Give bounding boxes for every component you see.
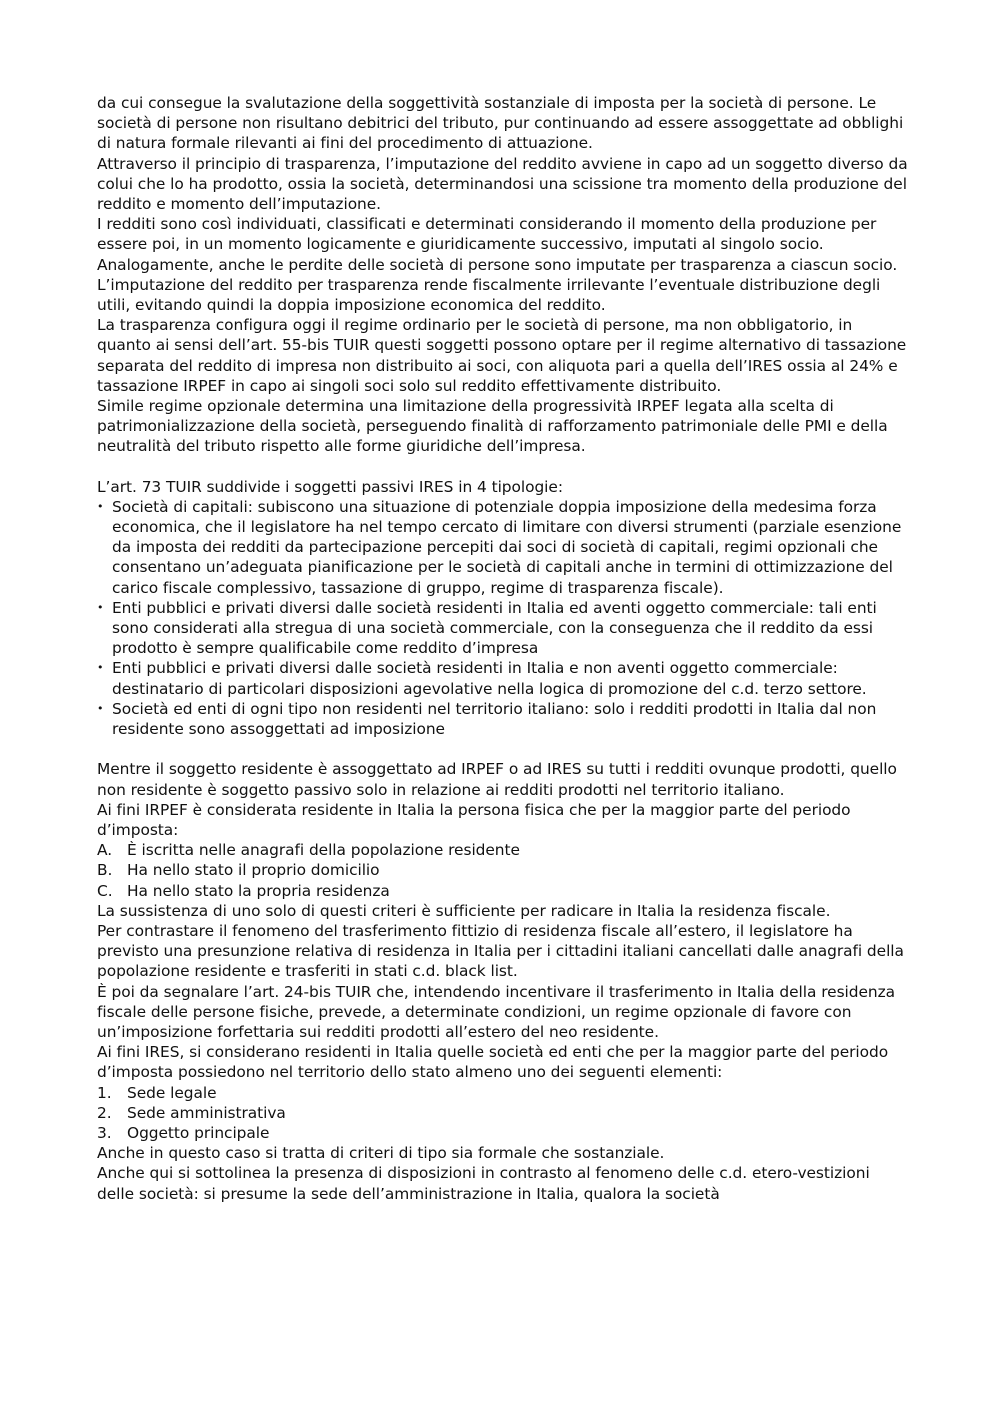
list-item-text: Enti pubblici e privati diversi dalle società residenti in Italia ed aventi oggetto commerciale: tali enti sono considerati alla stregua di una società commerciale, con la conseguenza che il reddito da essi prodotto è sempre qualificabile come reddito d’impresa xyxy=(112,598,877,658)
bullet-icon: • xyxy=(97,499,104,513)
list-marker: C. xyxy=(97,881,113,900)
paragraph: La sussistenza di uno solo di questi criteri è sufficiente per radicare in Italia la residenza fiscale. xyxy=(97,901,831,920)
list-item-text: Ha nello stato la propria residenza xyxy=(127,881,390,900)
list-item-text: Sede legale xyxy=(127,1083,217,1102)
list-item xyxy=(97,840,909,860)
list-item-text: Oggetto principale xyxy=(127,1123,270,1142)
paragraph-spacer xyxy=(97,457,909,477)
list-marker: 2. xyxy=(97,1103,112,1122)
list-marker: B. xyxy=(97,861,113,880)
paragraph: La trasparenza configura oggi il regime ordinario per le società di persone, ma non obbligatorio, in quanto ai sensi dell’art. 55-bis TUIR questi soggetti possono optare per il regime alternativo di tassazione separata del reddito di impresa non distribuito ai soci, con aliquota pari a quella dell’IRES ossia al 24% e tassazione IRPEF in capo ai singoli soci solo sul reddito effettivamente distribuito. xyxy=(97,316,907,395)
ires-subjects-list xyxy=(97,497,909,739)
irpef-criteria-list xyxy=(97,840,909,901)
list-item-text: Ha nello stato il proprio domicilio xyxy=(127,861,380,880)
paragraph: Analogamente, anche le perdite delle società di persone sono imputate per trasparenza a ciascun socio. xyxy=(97,255,898,274)
list-item xyxy=(97,658,909,698)
paragraph: L’imputazione del reddito per trasparenza rende fiscalmente irrilevante l’eventuale distribuzione degli utili, evitando quindi la doppia imposizione economica del reddito. xyxy=(97,275,881,315)
bullet-icon: • xyxy=(97,661,104,675)
paragraph: Mentre il soggetto residente è assoggettato ad IRPEF o ad IRES su tutti i redditi ovunque prodotti, quello non residente è soggetto passivo solo in relazione ai redditi prodotti nel territorio italiano. xyxy=(97,760,897,799)
list-item xyxy=(97,699,909,739)
list-item-text: Sede amministrativa xyxy=(127,1103,286,1122)
paragraph: Simile regime opzionale determina una limitazione della progressività IRPEF legata alla scelta di patrimonializzazione della società, perseguendo finalità di rafforzamento patrimoniale delle PMI e della neutralità del tributo rispetto alle forme giuridiche dell’impresa. xyxy=(97,397,888,456)
list-item xyxy=(97,497,909,598)
ires-intro: L’art. 73 TUIR suddivide i soggetti passivi IRES in 4 tipologie: xyxy=(97,477,563,496)
paragraph: Ai fini IRES, si considerano residenti in Italia quelle società ed enti che per la maggior parte del periodo d’imposta possiedono nel territorio dello stato almeno uno dei seguenti elementi: xyxy=(97,1043,889,1082)
list-item xyxy=(97,1103,909,1123)
paragraph: Attraverso il principio di trasparenza, l’imputazione del reddito avviene in capo ad un soggetto diverso da colui che lo ha prodotto, ossia la società, determinandosi una scissione tra momento della produzione del reddito e momento dell’imputazione. xyxy=(97,154,908,214)
list-item-text: È iscritta nelle anagrafi della popolazione residente xyxy=(127,841,520,860)
paragraph: I redditi sono così individuati, classificati e determinati considerando il momento della produzione per essere poi, in un momento logicamente e giuridicamente successivo, imputati al singolo socio. xyxy=(97,215,877,254)
paragraph: Per contrastare il fenomeno del trasferimento fittizio di residenza fiscale all’estero, il legislatore ha previsto una presunzione relativa di residenza in Italia per i cittadini italiani cancellati dalle anagrafi della popolazione residente e trasferiti in stati c.d. black list. xyxy=(97,921,904,981)
paragraph: Ai fini IRPEF è considerata residente in Italia la persona fisica che per la maggior parte del periodo d’imposta: xyxy=(97,800,851,839)
paragraph: Anche qui si sottolinea la presenza di disposizioni in contrasto al fenomeno delle c.d. etero-vestizioni delle società: si presume la sede dell’amministrazione in Italia, qualora la società xyxy=(97,1164,870,1203)
list-item-text: Società ed enti di ogni tipo non residenti nel territorio italiano: solo i redditi prodotti in Italia dal non residente sono assoggettati ad imposizione xyxy=(112,699,877,739)
bullet-icon: • xyxy=(97,701,104,715)
list-item-text: Enti pubblici e privati diversi dalle società residenti in Italia e non aventi oggetto commerciale: destinatario di particolari disposizioni agevolative nella logica di promozione del c.d. terzo settore. xyxy=(112,659,867,698)
page-body xyxy=(97,93,909,1204)
list-item xyxy=(97,598,909,659)
paragraph: È poi da segnalare l’art. 24-bis TUIR che, intendendo incentivare il trasferimento in Italia della residenza fiscale delle persone fisiche, prevede, a determinate condizioni, un regime opzionale di favore con un’imposizione forfettaria sui redditi prodotti all’estero del neo residente. xyxy=(97,982,896,1041)
list-item-text: Società di capitali: subiscono una situazione di potenziale doppia imposizione della medesima forza economica, che il legislatore ha nel tempo cercato di limitare con diversi strumenti (parziale esenzione da imposta dei redditi da partecipazione percepiti dai soci di società di capitali, regimi opzionali che consentano un’adeguata pianificazione per le società di capitali anche in termini di ottimizzazione del carico fiscale complessivo, tassazione di gruppo, regime di trasparenza fiscale). xyxy=(112,497,902,597)
paragraph: Anche in questo caso si tratta di criteri di tipo sia formale che sostanziale. xyxy=(97,1144,665,1163)
paragraph: da cui consegue la svalutazione della soggettività sostanziale di imposta per la società di persone. Le società di persone non risultano debitrici del tributo, pur continuando ad essere assoggettate ad obblighi di natura formale rilevanti ai fini del procedimento di attuazione. xyxy=(97,94,904,153)
bullet-icon: • xyxy=(97,600,104,614)
list-item xyxy=(97,860,909,880)
list-marker: 3. xyxy=(97,1123,112,1142)
list-item xyxy=(97,1123,909,1143)
ires-criteria-list xyxy=(97,1083,909,1144)
list-item xyxy=(97,881,909,901)
list-marker: A. xyxy=(97,841,113,860)
list-marker: 1. xyxy=(97,1083,112,1102)
paragraph-spacer xyxy=(97,739,909,759)
list-item xyxy=(97,1083,909,1103)
